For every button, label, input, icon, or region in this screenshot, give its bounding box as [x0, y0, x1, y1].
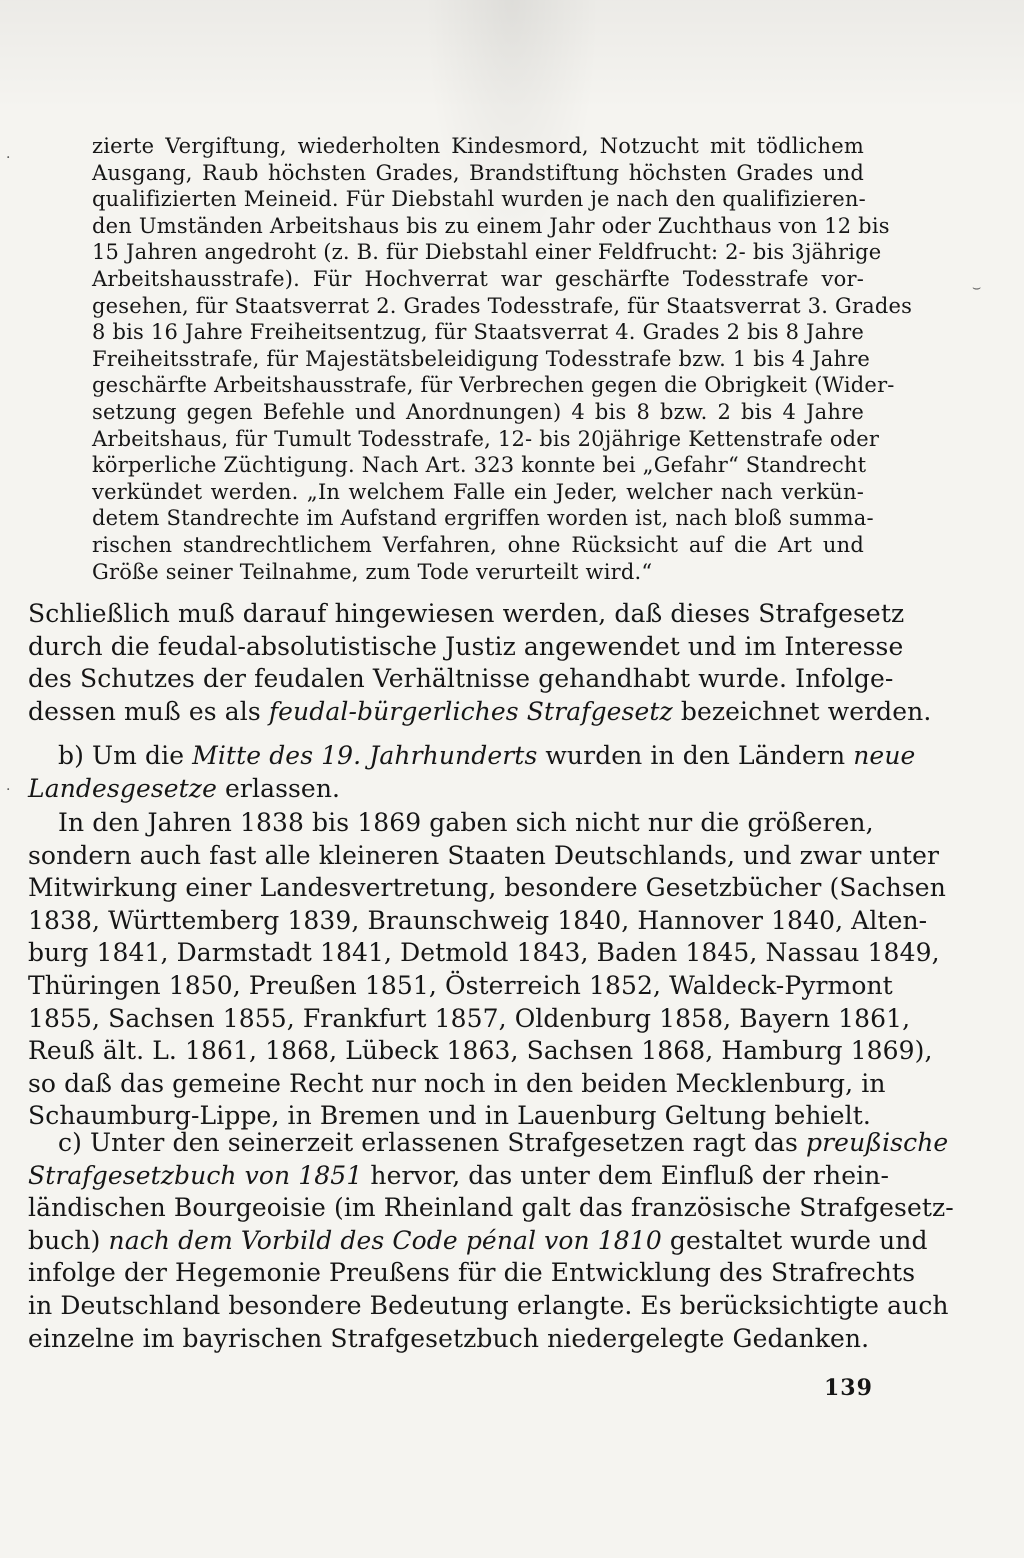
- paragraph-conclusion: [28, 598, 932, 728]
- paragraph-line: sondern auch fast alle kleineren Staaten Deutschlands, und zwar unter: [28, 840, 940, 870]
- paragraph-line: 1855, Sachsen 1855, Frankfurt 1857, Oldenburg 1858, Bayern 1861,: [28, 1003, 911, 1033]
- quote-line-11: setzung gegen Befehle und Anordnungen) 4 bis 8 bzw. 2 bis 4 Jahre: [92, 399, 864, 424]
- text-run: erlassen.: [216, 773, 341, 803]
- quote-line-6: Arbeitshausstrafe). Für Hochverrat war geschärfte Todesstrafe vor-: [92, 266, 864, 291]
- text-run: b) Um die: [58, 741, 193, 770]
- quote-line-15: detem Standrechte im Aufstand ergriffen worden ist, nach bloß summa-: [92, 506, 874, 531]
- text-run: hervor, das unter dem Einfluß der rhein-: [362, 1160, 889, 1190]
- paragraph-line: Reuß ält. L. 1861, 1868, Lübeck 1863, Sachsen 1868, Hamburg 1869),: [28, 1036, 933, 1066]
- page-number: 139: [824, 1375, 873, 1401]
- paragraph-line: einzelne im bayrischen Strafgesetzbuch niedergelegte Gedanken.: [28, 1323, 870, 1353]
- quote-line-8: 8 bis 16 Jahre Freiheitsentzug, für Staatsverrat 4. Grades 2 bis 8 Jahre: [92, 320, 864, 345]
- paragraph-line: Mitwirkung einer Landesvertretung, besondere Gesetzbücher (Sachsen: [28, 873, 946, 903]
- paragraph-line: [28, 1225, 928, 1258]
- quote-line-13: körperliche Züchtigung. Nach Art. 323 konnte bei „Gefahr“ Standrecht: [92, 453, 867, 478]
- emphasis-text: Landesgesetze: [28, 773, 217, 803]
- emphasis-text: Strafgesetzbuch von 1851: [28, 1160, 363, 1190]
- scan-artifact-dot: ·: [6, 150, 11, 166]
- paragraph-states-laws: [28, 807, 946, 1133]
- paragraph-line: in Deutschland besondere Bedeutung erlangte. Es berücksichtigte auch: [28, 1290, 949, 1320]
- paragraph-line: [28, 696, 932, 729]
- paragraph-line: [28, 1160, 889, 1193]
- quote-line-12: Arbeitshaus, für Tumult Todesstrafe, 12- bis 20jährige Kettenstrafe oder: [92, 426, 880, 451]
- text-run: buch): [28, 1225, 109, 1255]
- quoted-passage: [92, 133, 913, 585]
- paragraph-line: durch die feudal-absolutistische Justiz angewendet und im Interesse: [28, 631, 904, 661]
- text-run: gestaltet wurde und: [661, 1225, 928, 1255]
- quote-line-16: rischen standrechtlichem Verfahren, ohne Rücksicht auf die Art und: [92, 532, 864, 557]
- quote-line-1: zierte Vergiftung, wiederholten Kindesmord, Notzucht mit tödlichem: [92, 134, 864, 158]
- emphasis-text: Mitte des 19. Jahrhunderts: [192, 741, 538, 770]
- paragraph-line: so daß das gemeine Recht nur noch in den beiden Mecklenburg, in: [28, 1068, 886, 1098]
- paragraph-line: des Schutzes der feudalen Verhältnisse gehandhabt wurde. Infolge-: [28, 664, 894, 694]
- paragraph-line: ländischen Bourgeoisie (im Rheinland galt das französische Strafgesetz-: [28, 1193, 954, 1223]
- paragraph-section-c: [28, 1127, 954, 1355]
- quote-line-9: Freiheitsstrafe, für Majestätsbeleidigung Todesstrafe bzw. 1 bis 4 Jahre: [92, 346, 871, 371]
- quote-line-3: qualifizierten Meineid. Für Diebstahl wurden je nach den qualifizieren-: [92, 187, 866, 212]
- scan-artifact-mark: ⌣: [972, 280, 982, 296]
- quote-line-2: Ausgang, Raub höchsten Grades, Brandstiftung höchsten Grades und: [92, 160, 864, 185]
- paragraph-line: Schließlich muß darauf hingewiesen werden, daß dieses Strafgesetz: [28, 599, 905, 628]
- emphasis-text: preußische: [806, 1128, 949, 1157]
- emphasis-text: neue: [853, 741, 916, 770]
- emphasis-text: nach dem Vorbild des Code pénal von 1810: [108, 1225, 662, 1255]
- quote-line-10: geschärfte Arbeitshausstrafe, für Verbrechen gegen die Obrigkeit (Wider-: [92, 373, 895, 398]
- paragraph-section-b: [28, 740, 916, 805]
- paragraph-line: Schaumburg-Lippe, in Bremen und in Lauenburg Geltung behielt.: [28, 1101, 871, 1131]
- quote-line-7: gesehen, für Staatsverrat 2. Grades Todesstrafe, für Staatsverrat 3. Grades: [92, 293, 913, 318]
- paragraph-line: [28, 740, 916, 773]
- text-run: wurden in den Ländern: [537, 741, 854, 770]
- paragraph-line: In den Jahren 1838 bis 1869 gaben sich nicht nur die größeren,: [58, 808, 874, 837]
- quote-line-5: 15 Jahren angedroht (z. B. für Diebstahl einer Feldfrucht: 2- bis 3jährige: [92, 240, 882, 265]
- paragraph-line: [28, 1127, 949, 1160]
- quote-line-4: den Umständen Arbeitshaus bis zu einem Jahr oder Zuchthaus von 12 bis: [92, 213, 890, 238]
- text-run: bezeichnet werden.: [672, 696, 932, 726]
- quote-line-14: verkündet werden. „In welchem Falle ein Jeder, welcher nach verkün-: [92, 479, 864, 504]
- paragraph-line: [28, 773, 868, 806]
- paragraph-line: infolge der Hegemonie Preußens für die Entwicklung des Strafrechts: [28, 1258, 916, 1288]
- emphasis-text: feudal-bürgerliches Strafgesetz: [268, 696, 673, 726]
- scan-artifact-dot: ·: [6, 782, 11, 798]
- paragraph-line: 1838, Württemberg 1839, Braunschweig 1840, Hannover 1840, Alten-: [28, 905, 928, 935]
- text-run: dessen muß es als: [28, 696, 269, 726]
- paragraph-line: burg 1841, Darmstadt 1841, Detmold 1843, Baden 1845, Nassau 1849,: [28, 938, 940, 968]
- paragraph-line: Thüringen 1850, Preußen 1851, Österreich 1852, Waldeck-Pyrmont: [28, 970, 893, 1000]
- quote-line-17: Größe seiner Teilnahme, zum Tode verurteilt wird.“: [92, 559, 653, 584]
- text-run: c) Unter den seinerzeit erlassenen Strafgesetzen ragt das: [58, 1128, 807, 1157]
